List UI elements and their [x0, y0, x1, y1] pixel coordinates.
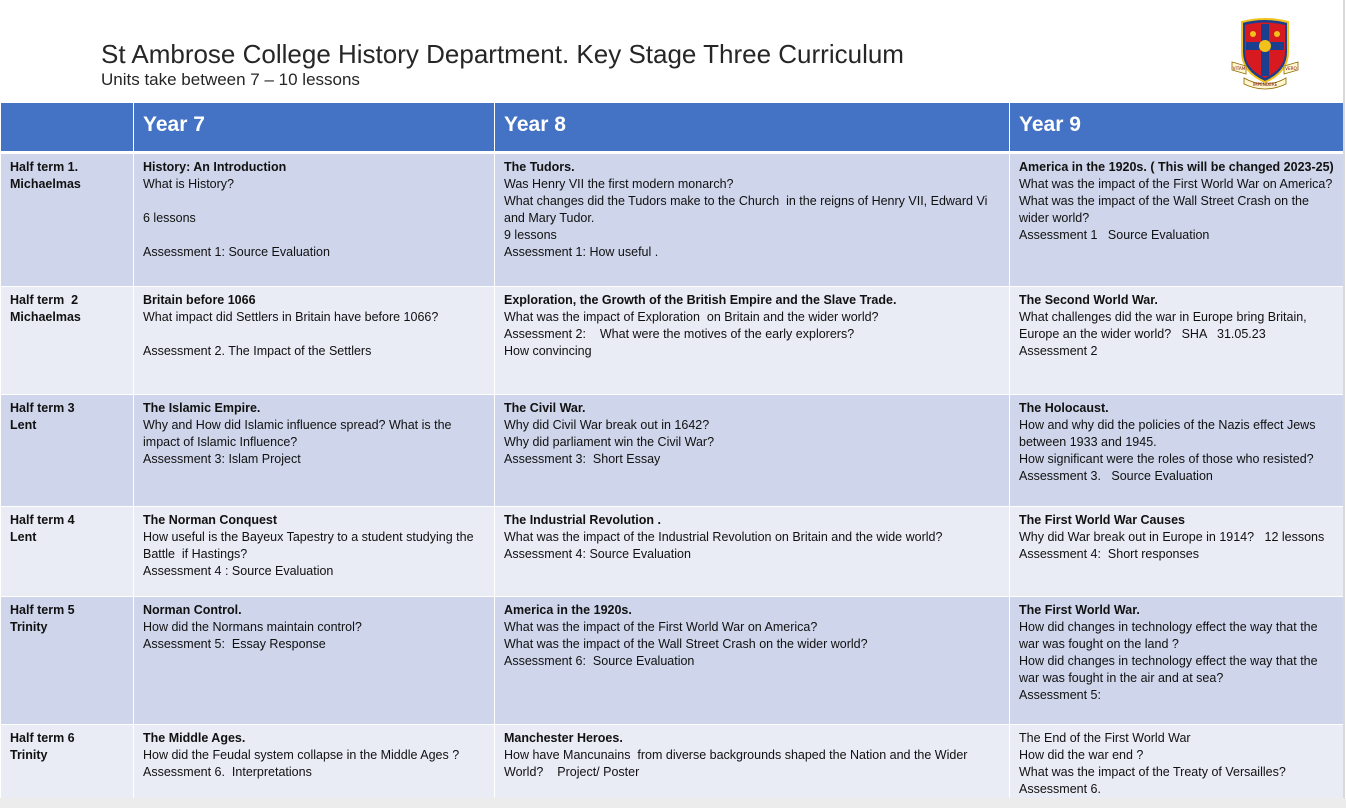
unit-detail: What was the impact of Exploration on Britain and the wider world? — [504, 310, 879, 324]
school-crest-logo — [1230, 16, 1300, 94]
unit-detail: Assessment 1: How useful . — [504, 245, 659, 259]
year-7-cell — [134, 597, 495, 725]
unit-detail: How did changes in technology effect the way that the war was fought in the air and at sea? — [1019, 654, 1322, 685]
unit-detail: How did changes in technology effect the way that the war was fought on the land ? — [1019, 620, 1322, 651]
page-title: St Ambrose College History Department. Key Stage Three Curriculum — [101, 39, 904, 69]
term-label: Half term 1. — [10, 160, 79, 174]
unit-title: America in the 1920s. ( This will be changed 2023-25) — [1019, 160, 1334, 174]
unit-detail: Why did parliament win the Civil War? — [504, 435, 715, 449]
unit-title: The Tudors. — [504, 160, 575, 174]
unit-detail: What impact did Settlers in Britain have before 1066? — [143, 310, 439, 324]
unit-detail: Assessment 6: Source Evaluation — [504, 654, 695, 668]
unit-detail: Assessment 2 — [1019, 344, 1098, 358]
unit-detail: What challenges did the war in Europe bring Britain, Europe an the wider world? SHA 31.05.23 — [1019, 310, 1311, 341]
unit-detail: How have Mancunains from diverse backgrounds shaped the Nation and the Wider World? Project/ Poster — [504, 748, 971, 779]
unit-detail: Assessment 6. Interpretations — [143, 765, 312, 779]
unit-title: The First World War. — [1019, 603, 1140, 617]
year-8-cell — [495, 507, 1010, 597]
year-8-cell — [495, 287, 1010, 395]
term-label: Lent — [10, 418, 37, 432]
unit-detail: How convincing — [504, 344, 592, 358]
term-cell — [1, 725, 134, 805]
unit-title: Britain before 1066 — [143, 293, 256, 307]
year-9-cell — [1010, 153, 1345, 287]
unit-detail: Why did War break out in Europe in 1914? 12 lessons — [1019, 530, 1325, 544]
unit-detail: What was the impact of the Wall Street Crash on the wider world? — [504, 637, 868, 651]
year-9-cell — [1010, 725, 1345, 805]
unit-detail — [143, 193, 485, 210]
unit-detail: What was the impact of the Treaty of Versailles? — [1019, 765, 1286, 779]
unit-detail: How and why did the policies of the Nazis effect Jews between 1933 and 1945. — [1019, 418, 1319, 449]
term-cell — [1, 507, 134, 597]
header-year-9: Year 9 — [1010, 103, 1345, 153]
unit-detail: What changes did the Tudors make to the Church in the reigns of Henry VII, Edward Vi and Mary Tudor. — [504, 194, 991, 225]
unit-title: Norman Control. — [143, 603, 242, 617]
header-year-8: Year 8 — [495, 103, 1010, 153]
unit-title: The Middle Ages. — [143, 731, 246, 745]
unit-detail: How did the war end ? — [1019, 748, 1144, 762]
unit-detail: Assessment 6. — [1019, 782, 1101, 796]
unit-detail: 9 lessons — [504, 228, 557, 242]
unit-detail — [143, 227, 485, 244]
unit-detail: How useful is the Bayeux Tapestry to a student studying the Battle if Hastings? — [143, 530, 478, 561]
term-label: Half term 2 — [10, 293, 79, 307]
slide-bottom-strip — [0, 798, 1346, 808]
unit-detail: What was the impact of the First World War on America? — [504, 620, 818, 634]
term-label: Half term 5 — [10, 603, 75, 617]
unit-detail: Assessment 2: What were the motives of the early explorers? — [504, 327, 855, 341]
unit-detail: 6 lessons — [143, 211, 196, 225]
unit-title: Exploration, the Growth of the British Empire and the Slave Trade. — [504, 293, 897, 307]
table-row — [1, 725, 1345, 805]
year-8-cell — [495, 395, 1010, 507]
unit-title: The Holocaust. — [1019, 401, 1109, 415]
unit-detail: Assessment 1 Source Evaluation — [1019, 228, 1210, 242]
unit-title: The Second World War. — [1019, 293, 1158, 307]
year-7-cell — [134, 507, 495, 597]
term-label: Trinity — [10, 748, 48, 762]
term-label: Half term 6 — [10, 731, 75, 745]
unit-detail: Why and How did Islamic influence spread? What is the impact of Islamic Influence? — [143, 418, 455, 449]
year-8-cell — [495, 597, 1010, 725]
unit-detail: Was Henry VII the first modern monarch? — [504, 177, 734, 191]
term-label: Michaelmas — [10, 177, 81, 191]
unit-detail: Assessment 3: Islam Project — [143, 452, 301, 466]
term-label: Lent — [10, 530, 37, 544]
unit-title: The Industrial Revolution . — [504, 513, 661, 527]
unit-detail: Why did Civil War break out in 1642? — [504, 418, 710, 432]
unit-detail: What was the impact of the Wall Street Crash on the wider world? — [1019, 194, 1313, 225]
term-label: Michaelmas — [10, 310, 81, 324]
year-8-cell — [495, 725, 1010, 805]
term-cell — [1, 597, 134, 725]
svg-text:VITAM: VITAM — [1232, 66, 1246, 71]
header-term — [1, 103, 134, 153]
year-7-cell — [134, 153, 495, 287]
unit-title: The Civil War. — [504, 401, 586, 415]
unit-detail: Assessment 4: Short responses — [1019, 547, 1199, 561]
unit-detail: Assessment 5: Essay Response — [143, 637, 326, 651]
table-row — [1, 507, 1345, 597]
year-9-cell — [1010, 395, 1345, 507]
unit-detail: How did the Normans maintain control? — [143, 620, 362, 634]
unit-detail: What was the impact of the Industrial Revolution on Britain and the wide world? — [504, 530, 943, 544]
term-cell — [1, 153, 134, 287]
page-subtitle: Units take between 7 – 10 lessons — [101, 70, 360, 89]
unit-title: The Islamic Empire. — [143, 401, 261, 415]
year-9-cell — [1010, 597, 1345, 725]
year-7-cell — [134, 725, 495, 805]
term-label: Half term 3 — [10, 401, 75, 415]
unit-detail: Assessment 2. The Impact of the Settlers — [143, 344, 372, 358]
unit-detail: Assessment 3. Source Evaluation — [1019, 469, 1213, 483]
table-body — [1, 153, 1345, 805]
term-label: Half term 4 — [10, 513, 75, 527]
table-row — [1, 153, 1345, 287]
term-label: Trinity — [10, 620, 48, 634]
table-row — [1, 597, 1345, 725]
unit-title: The End of the First World War — [1019, 731, 1191, 745]
unit-detail: How did the Feudal system collapse in the Middle Ages ? — [143, 748, 460, 762]
unit-detail: Assessment 1: Source Evaluation — [143, 245, 330, 259]
year-9-cell — [1010, 287, 1345, 395]
year-7-cell — [134, 287, 495, 395]
table-row — [1, 395, 1345, 507]
table-row — [1, 287, 1345, 395]
term-cell — [1, 395, 134, 507]
unit-title: America in the 1920s. — [504, 603, 632, 617]
term-cell — [1, 287, 134, 395]
year-9-cell — [1010, 507, 1345, 597]
unit-detail — [143, 326, 485, 343]
unit-detail: Assessment 4: Source Evaluation — [504, 547, 691, 561]
curriculum-table — [0, 102, 1345, 805]
unit-detail: Assessment 4 : Source Evaluation — [143, 564, 334, 578]
header-year-7: Year 7 — [134, 103, 495, 153]
unit-title: The Norman Conquest — [143, 513, 278, 527]
unit-title: History: An Introduction — [143, 160, 287, 174]
slide-edge — [1343, 0, 1345, 808]
unit-detail: What was the impact of the First World War on America? — [1019, 177, 1333, 191]
unit-detail: What is History? — [143, 177, 234, 191]
year-8-cell — [495, 153, 1010, 287]
svg-text:VERO: VERO — [1285, 66, 1297, 71]
unit-detail: Assessment 3: Short Essay — [504, 452, 661, 466]
year-7-cell — [134, 395, 495, 507]
unit-detail: How significant were the roles of those who resisted? — [1019, 452, 1314, 466]
unit-title: Manchester Heroes. — [504, 731, 623, 745]
unit-detail: Assessment 5: — [1019, 688, 1101, 702]
svg-text:IMPENDERE: IMPENDERE — [1252, 82, 1278, 87]
table-header-row — [1, 103, 1345, 153]
unit-title: The First World War Causes — [1019, 513, 1186, 527]
